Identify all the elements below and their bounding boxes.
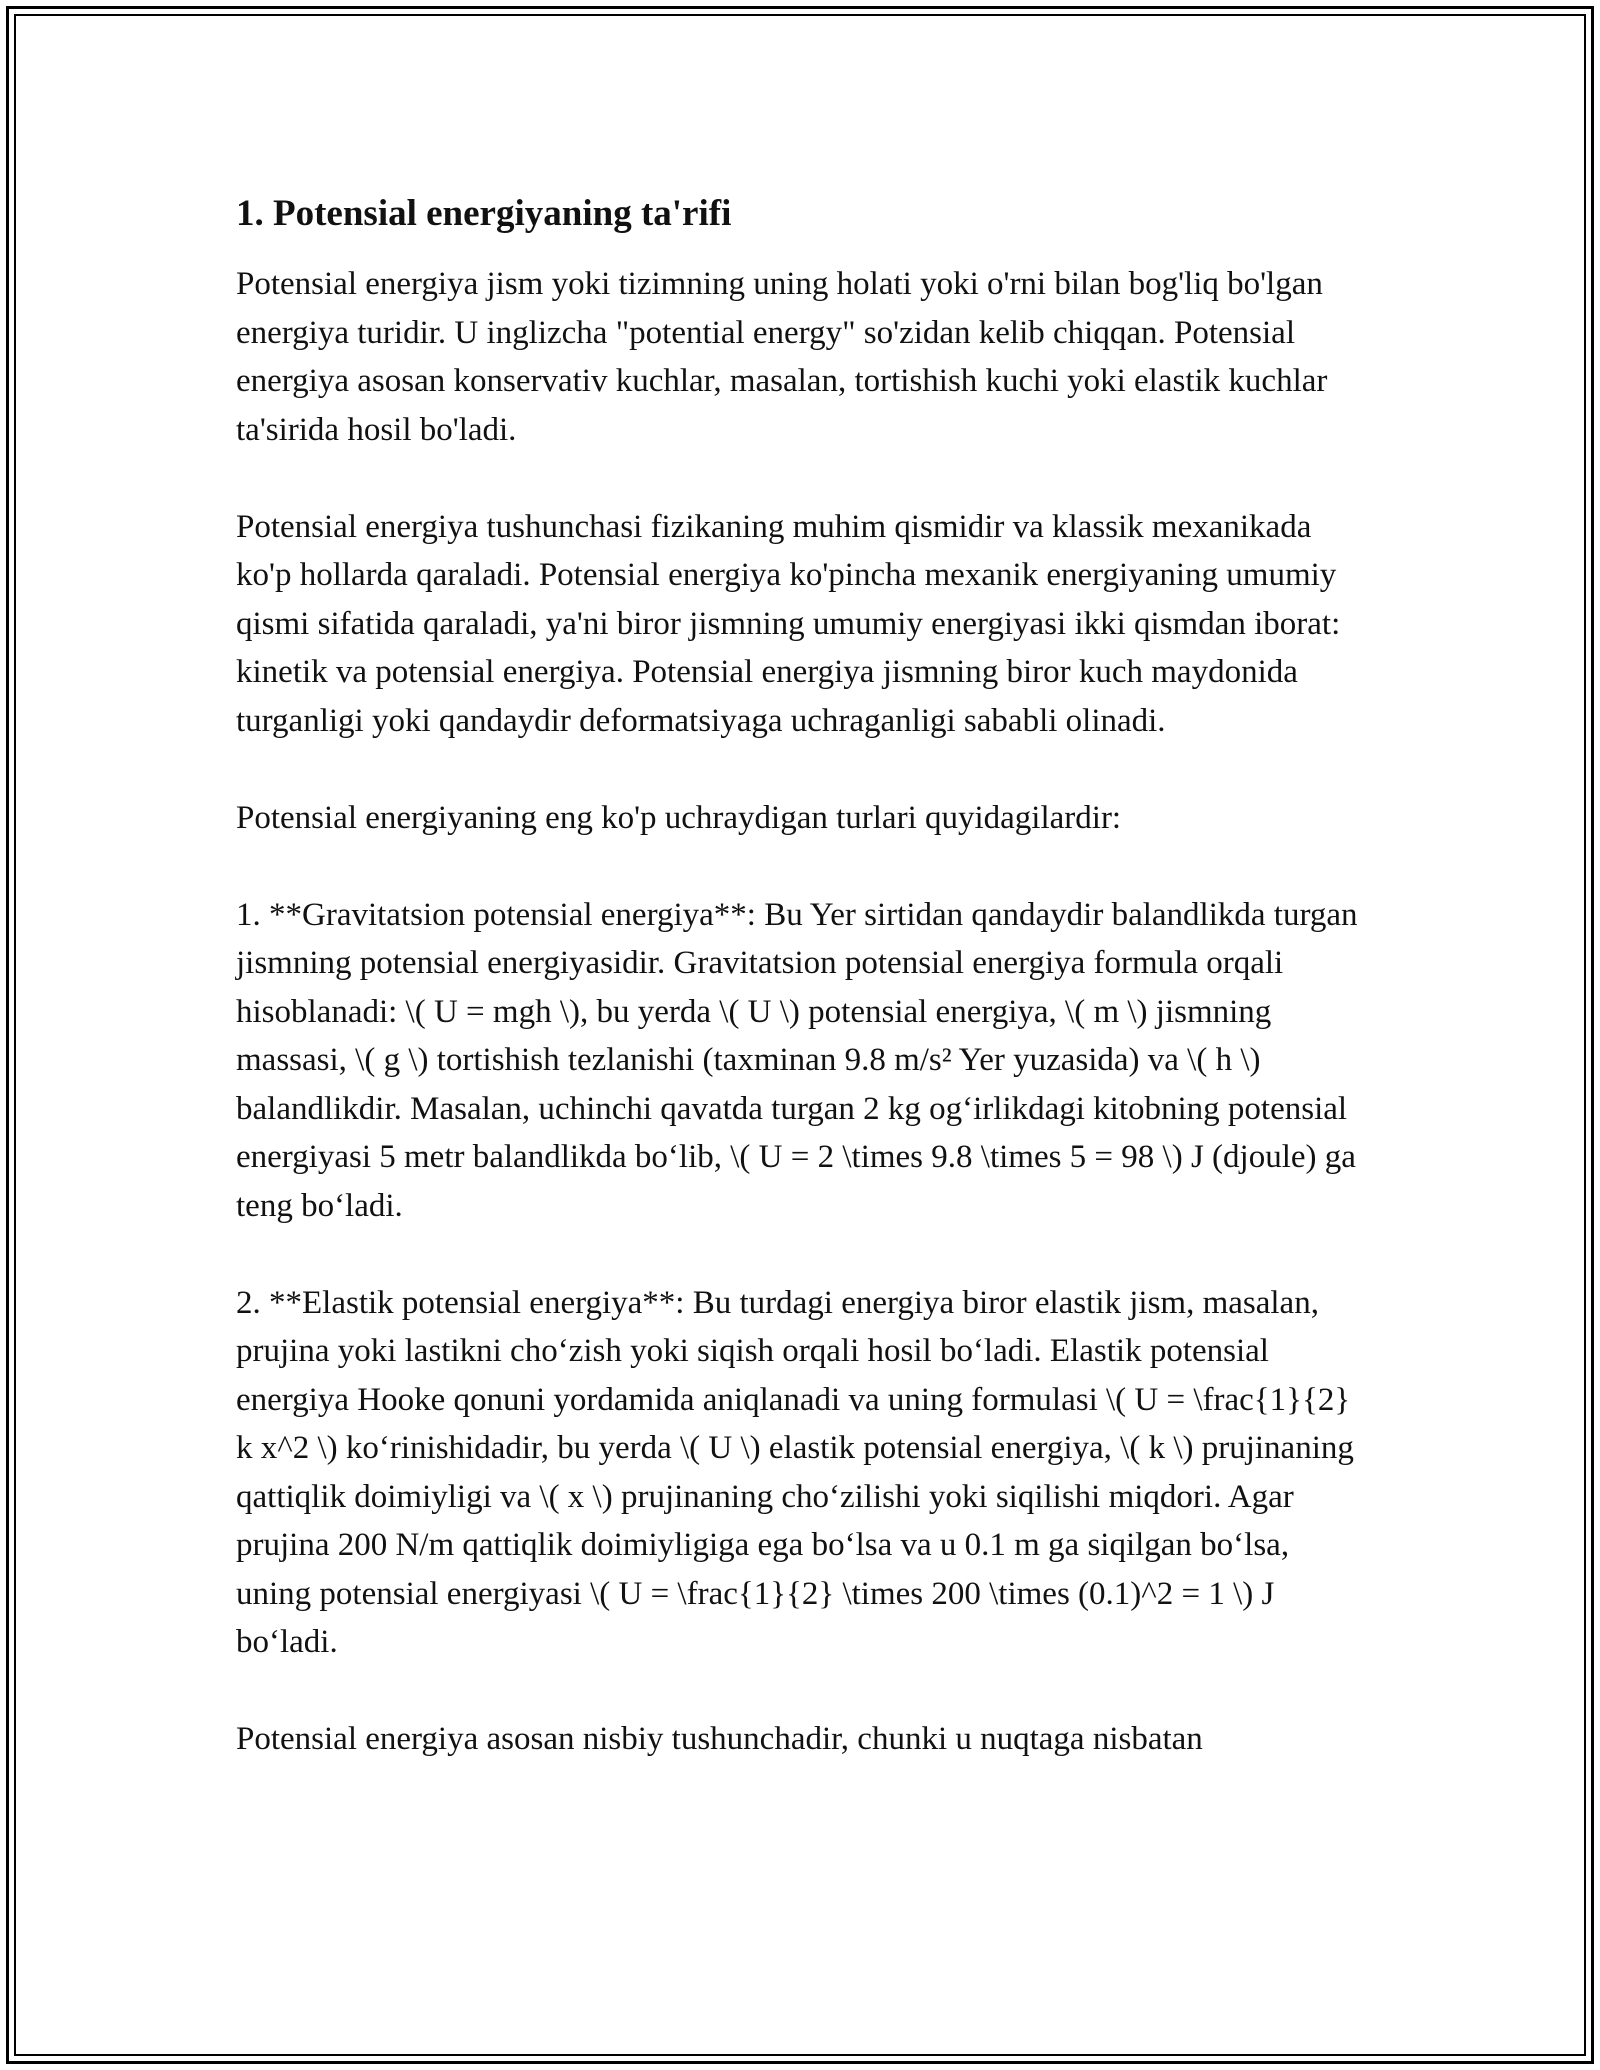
section-heading: 1. Potensial energiyaning ta'rifi xyxy=(236,193,732,234)
document-body xyxy=(236,190,1366,1764)
paragraph-relative: Potensial energiya asosan nisbiy tushunchadir, chunki u nuqtaga nisbatan xyxy=(236,1721,1203,1757)
paragraph-definition: Potensial energiya jism yoki tizimning uning holati yoki o'rni bilan bog'liq bo'lgan energiya turidir. U inglizcha "potential energy" so'zidan kelib chiqqan. Potensial energiya asosan konservativ kuchlar, masalan, tortishish kuchi yoki elastik kuchlar ta'sirida hosil bo'ladi. xyxy=(236,266,1328,448)
paragraph-gravitational: 1. **Gravitatsion potensial energiya**: Bu Yer sirtidan qandaydir balandlikda turgan jismning potensial energiyasidir. Gravitatsion potensial energiya formula orqali hisoblanadi: \( U = mgh \), bu yerda \( U \) potensial energiya, \( m \) jismning massasi, \( g \) tortishish tezlanishi (taxminan 9.8 m/s² Yer yuzasida) va \( h \) balandlikdir. Masalan, uchinchi qavatda turgan 2 kg og‘irlikdagi kitobning potensial energiyasi 5 metr balandlikda bo‘lib, \( U = 2 \times 9.8 \times 5 = 98 \) J (djoule) ga teng bo‘ladi. xyxy=(236,896,1358,1224)
paragraph-types-intro: Potensial energiyaning eng ko'p uchraydigan turlari quyidagilardir: xyxy=(236,799,1122,836)
paragraph-elastic: 2. **Elastik potensial energiya**: Bu turdagi energiya biror elastik jism, masalan, prujina yoki lastikni cho‘zish yoki siqish orqali hosil bo‘ladi. Elastik potensial energiya Hooke qonuni yordamida aniqlanadi va uning formulasi \( U = \frac{1}{2} k x^2 \) ko‘rinishidadir, bu yerda \( U \) elastik potensial energiya, \( k \) prujinaning qattiqlik doimiyligi va \( x \) prujinaning cho‘zilishi yoki siqilishi miqdori. Agar prujina 200 N/m qattiqlik doimiyligiga ega bo‘lsa va u 0.1 m ga siqilgan bo‘lsa, uning potensial energiyasi \( U = \frac{1}{2} \times 200 \times (0.1)^2 = 1 \) J bo‘ladi. xyxy=(236,1284,1354,1660)
paragraph-mechanics: Potensial energiya tushunchasi fizikaning muhim qismidir va klassik mexanikada ko'p hollarda qaraladi. Potensial energiya ko'pincha mexanik energiyaning umumiy qismi sifatida qaraladi, ya'ni biror jismning umumiy energiyasi ikki qismdan iborat: kinetik va potensial energiya. Potensial energiya jismning biror kuch maydonida turganligi yoki qandaydir deformatsiyaga uchraganligi sababli olinadi. xyxy=(236,508,1341,739)
